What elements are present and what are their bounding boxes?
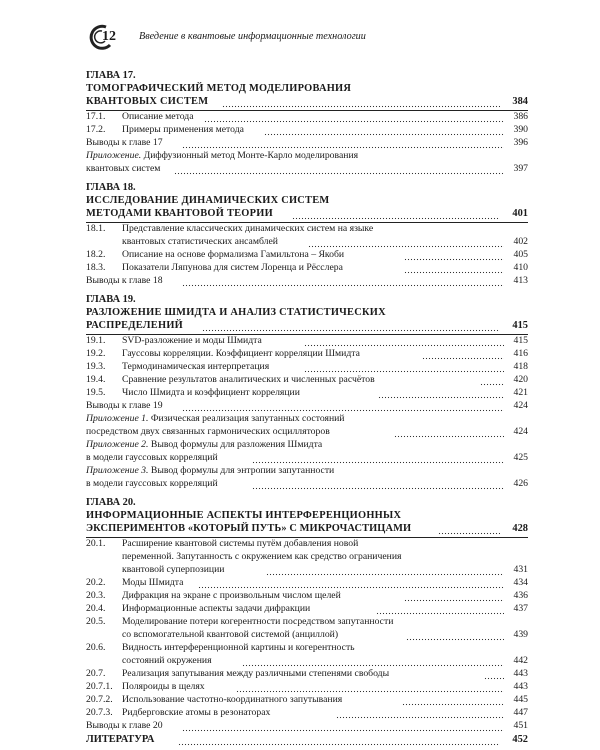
toc-entry-appendix[interactable]: Приложение 3. Вывод формулы для энтропии запутанности: [86, 465, 335, 476]
chapter-18-title-line[interactable]: МЕТОДАМИ КВАНТОВОЙ ТЕОРИИ 401: [86, 208, 528, 219]
toc-entry-cont[interactable]: со вспомогательной квантовой системой (анциллой) 439: [122, 629, 528, 640]
chapter-19-title: РАЗЛОЖЕНИЕ ШМИДТА И АНАЛИЗ СТАТИСТИЧЕСКИХ: [86, 307, 386, 318]
toc-entry-appendix[interactable]: Приложение 1. Физическая реализация запутанных состояний: [86, 413, 345, 424]
chapter-18-label: ГЛАВА 18.: [86, 182, 136, 193]
toc-entry[interactable]: 18.2. Описание на основе формализма Гамильтона – Якоби 405: [86, 249, 528, 260]
chapter-17-title: ТОМОГРАФИЧЕСКИЙ МЕТОД МОДЕЛИРОВАНИЯ: [86, 83, 352, 94]
toc-entry[interactable]: 19.1. SVD-разложение и моды Шмидта 415: [86, 335, 528, 346]
toc-entry-appendix-cont[interactable]: в модели гауссовых корреляций 426: [86, 478, 528, 489]
page-ref: 415: [512, 320, 528, 331]
toc-entry[interactable]: 20.4. Информационные аспекты задачи дифракции 437: [86, 603, 528, 614]
chapter-17-title-line[interactable]: КВАНТОВЫХ СИСТЕМ 384: [86, 96, 528, 107]
toc-entry[interactable]: 20.7.1. Поляроиды в щелях 443: [86, 681, 528, 692]
toc-entry[interactable]: 17.2. Примеры применения метода 390: [86, 124, 528, 135]
chapter-20-title-line[interactable]: ЭКСПЕРИМЕНТОВ «КОТОРЫЙ ПУТЬ» С МИКРОЧАСТИЦАМИ 428: [86, 523, 528, 534]
toc-entry[interactable]: Выводы к главе 19 424: [86, 400, 528, 411]
page-ref: 452: [512, 734, 528, 745]
toc-entry[interactable]: 19.5. Число Шмидта и коэффициент корреляции 421: [86, 387, 528, 398]
toc-entry-cont[interactable]: квантовой суперпозиции 431: [122, 564, 528, 575]
toc-entry[interactable]: Выводы к главе 17 396: [86, 137, 528, 148]
toc-entry-cont[interactable]: переменной. Запутанность с окружением как средство ограничения: [122, 551, 402, 562]
toc-entry-appendix-cont[interactable]: посредством двух связанных гармонических осцилляторов 424: [86, 426, 528, 437]
running-title: Введение в квантовые информационные технологии: [139, 31, 366, 42]
toc-entry[interactable]: 17.1. Описание метода 386: [86, 111, 528, 122]
toc-entry[interactable]: 19.4. Сравнение результатов аналитических и численных расчётов 420: [86, 374, 528, 385]
toc-entry[interactable]: 19.2. Гауссовы корреляции. Коэффициент корреляции Шмидта 416: [86, 348, 528, 359]
page-header: [86, 24, 546, 50]
toc-entry[interactable]: 20.7.2. Использование частотно-координатного запутывания 445: [86, 694, 528, 705]
toc-entry[interactable]: 20.1. Расширение квантовой системы путём добавления новой: [86, 538, 359, 549]
toc-entry[interactable]: 20.7.3. Ридберговские атомы в резонаторах 447: [86, 707, 528, 718]
toc-entry[interactable]: 20.6. Видность интерференционной картины и когерентность: [86, 642, 355, 653]
chapter-18-title: ИССЛЕДОВАНИЕ ДИНАМИЧЕСКИХ СИСТЕМ: [86, 195, 330, 206]
toc-entry-appendix-cont[interactable]: в модели гауссовых корреляций 425: [86, 452, 528, 463]
chapter-20-title: ИНФОРМАЦИОННЫЕ АСПЕКТЫ ИНТЕРФЕРЕНЦИОННЫХ: [86, 510, 402, 521]
chapter-20-label: ГЛАВА 20.: [86, 497, 136, 508]
literature-entry[interactable]: ЛИТЕРАТУРА 452: [86, 734, 528, 745]
page-ref: 401: [512, 208, 528, 219]
page-ref: 428: [512, 523, 528, 534]
toc-entry[interactable]: 18.1. Представление классических динамических систем на языке: [86, 223, 374, 234]
toc-entry[interactable]: Выводы к главе 20 451: [86, 720, 528, 731]
page-number: 12: [102, 29, 116, 44]
chapter-19-label: ГЛАВА 19.: [86, 294, 136, 305]
toc-entry[interactable]: 20.5. Моделирование потери когерентности посредством запутанности: [86, 616, 394, 627]
toc-entry-appendix-cont[interactable]: квантовых систем 397: [86, 163, 528, 174]
toc-entry[interactable]: Выводы к главе 18 413: [86, 275, 528, 286]
page-ref: 384: [512, 96, 528, 107]
toc-entry[interactable]: 18.3. Показатели Ляпунова для систем Лоренца и Рёсслера 410: [86, 262, 528, 273]
toc-entry-appendix[interactable]: Приложение. Диффузионный метод Монте-Карло моделирования: [86, 150, 359, 161]
toc-entry[interactable]: 20.7. Реализация запутывания между различными степенями свободы 443: [86, 668, 528, 679]
toc-entry-appendix[interactable]: Приложение 2. Вывод формулы для разложения Шмидта: [86, 439, 323, 450]
toc-entry[interactable]: 20.2. Моды Шмидта 434: [86, 577, 528, 588]
chapter-17-label: ГЛАВА 17.: [86, 70, 136, 81]
toc-entry-cont[interactable]: состояний окружения 442: [122, 655, 528, 666]
toc-entry-cont[interactable]: квантовых статистических ансамблей 402: [122, 236, 528, 247]
toc-entry[interactable]: 19.3. Термодинамическая интерпретация 418: [86, 361, 528, 372]
toc-entry[interactable]: 20.3. Дифракция на экране с произвольным числом щелей 436: [86, 590, 528, 601]
chapter-19-title-line[interactable]: РАСПРЕДЕЛЕНИЙ 415: [86, 320, 528, 331]
